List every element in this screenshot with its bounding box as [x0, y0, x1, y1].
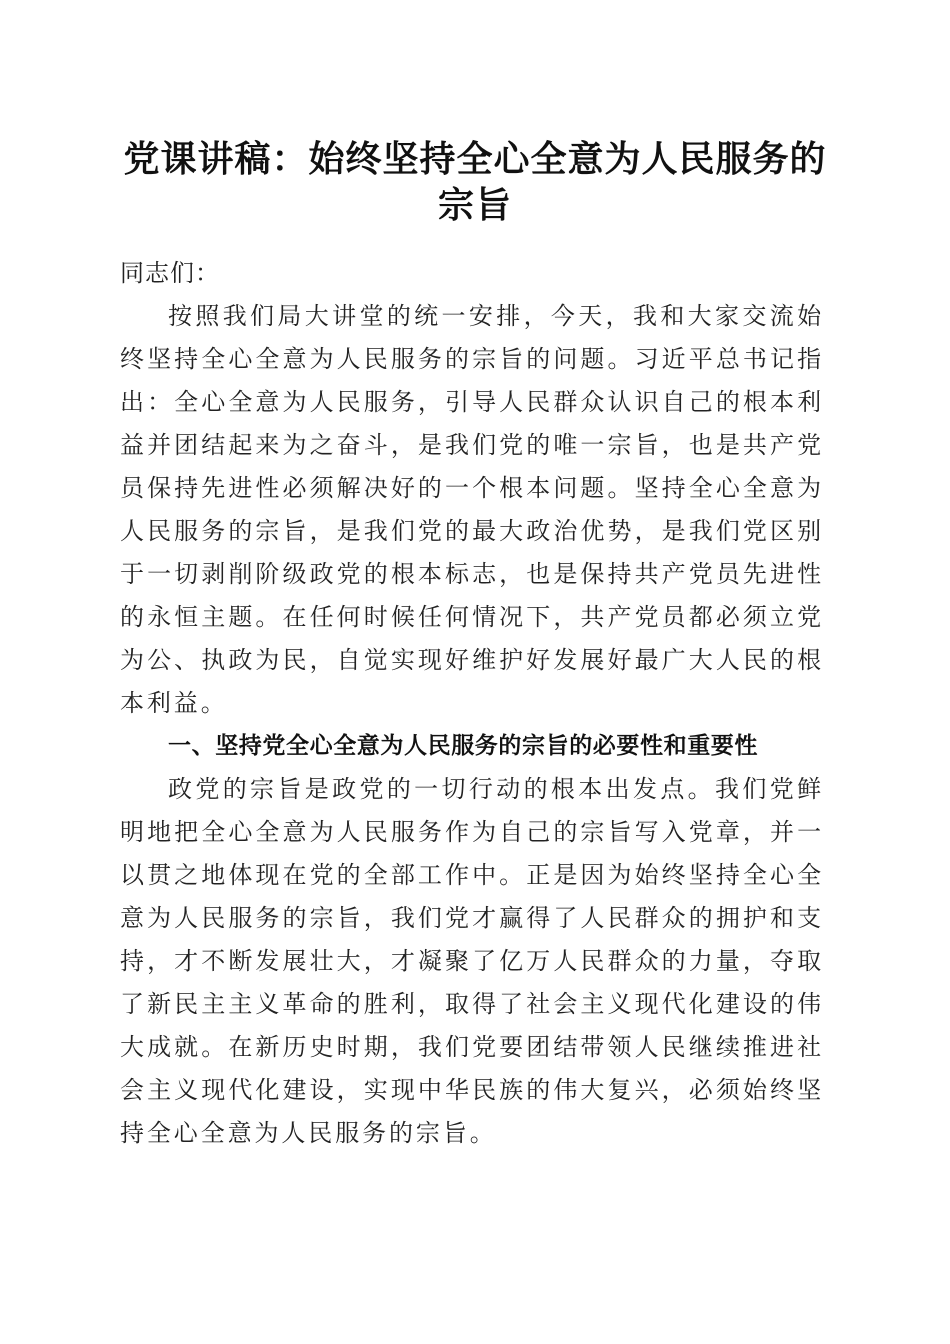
intro-paragraph: 按照我们局大讲堂的统一安排，今天，我和大家交流始终坚持全心全意为人民服务的宗旨的问题。习近平总书记指出：全心全意为人民服务，引导人民群众认识自己的根本利益并团结起来为之奋斗，是我们党的唯一宗旨，也是共产党员保持先进性必须解决好的一个根本问题。坚持全心全意为人民服务的宗旨，是我们党的最大政治优势，是我们党区别于一切剥削阶级政党的根本标志，也是保持共产党员先进性的永恒主题。在任何时候任何情况下，共产党员都必须立党为公、执政为民，自觉实现好维护好发展好最广大人民的根本利益。: [120, 302, 824, 717]
document-body: [120, 252, 824, 1155]
document-title: 党课讲稿：始终坚持全心全意为人民服务的宗旨: [123, 138, 827, 226]
section-heading: 一、坚持党全心全意为人民服务的宗旨的必要性和重要性: [168, 733, 758, 759]
salutation: 同志们：: [120, 259, 220, 287]
section-paragraph: 政党的宗旨是政党的一切行动的根本出发点。我们党鲜明地把全心全意为人民服务作为自己的宗旨写入党章，并一以贯之地体现在党的全部工作中。正是因为始终坚持全心全意为人民服务的宗旨，我们党才赢得了人民群众的拥护和支持，才不断发展壮大，才凝聚了亿万人民群众的力量，夺取了新民主主义革命的胜利，取得了社会主义现代化建设的伟大成就。在新历史时期，我们党要团结带领人民继续推进社会主义现代化建设，实现中华民族的伟大复兴，必须始终坚持全心全意为人民服务的宗旨。: [120, 775, 824, 1147]
